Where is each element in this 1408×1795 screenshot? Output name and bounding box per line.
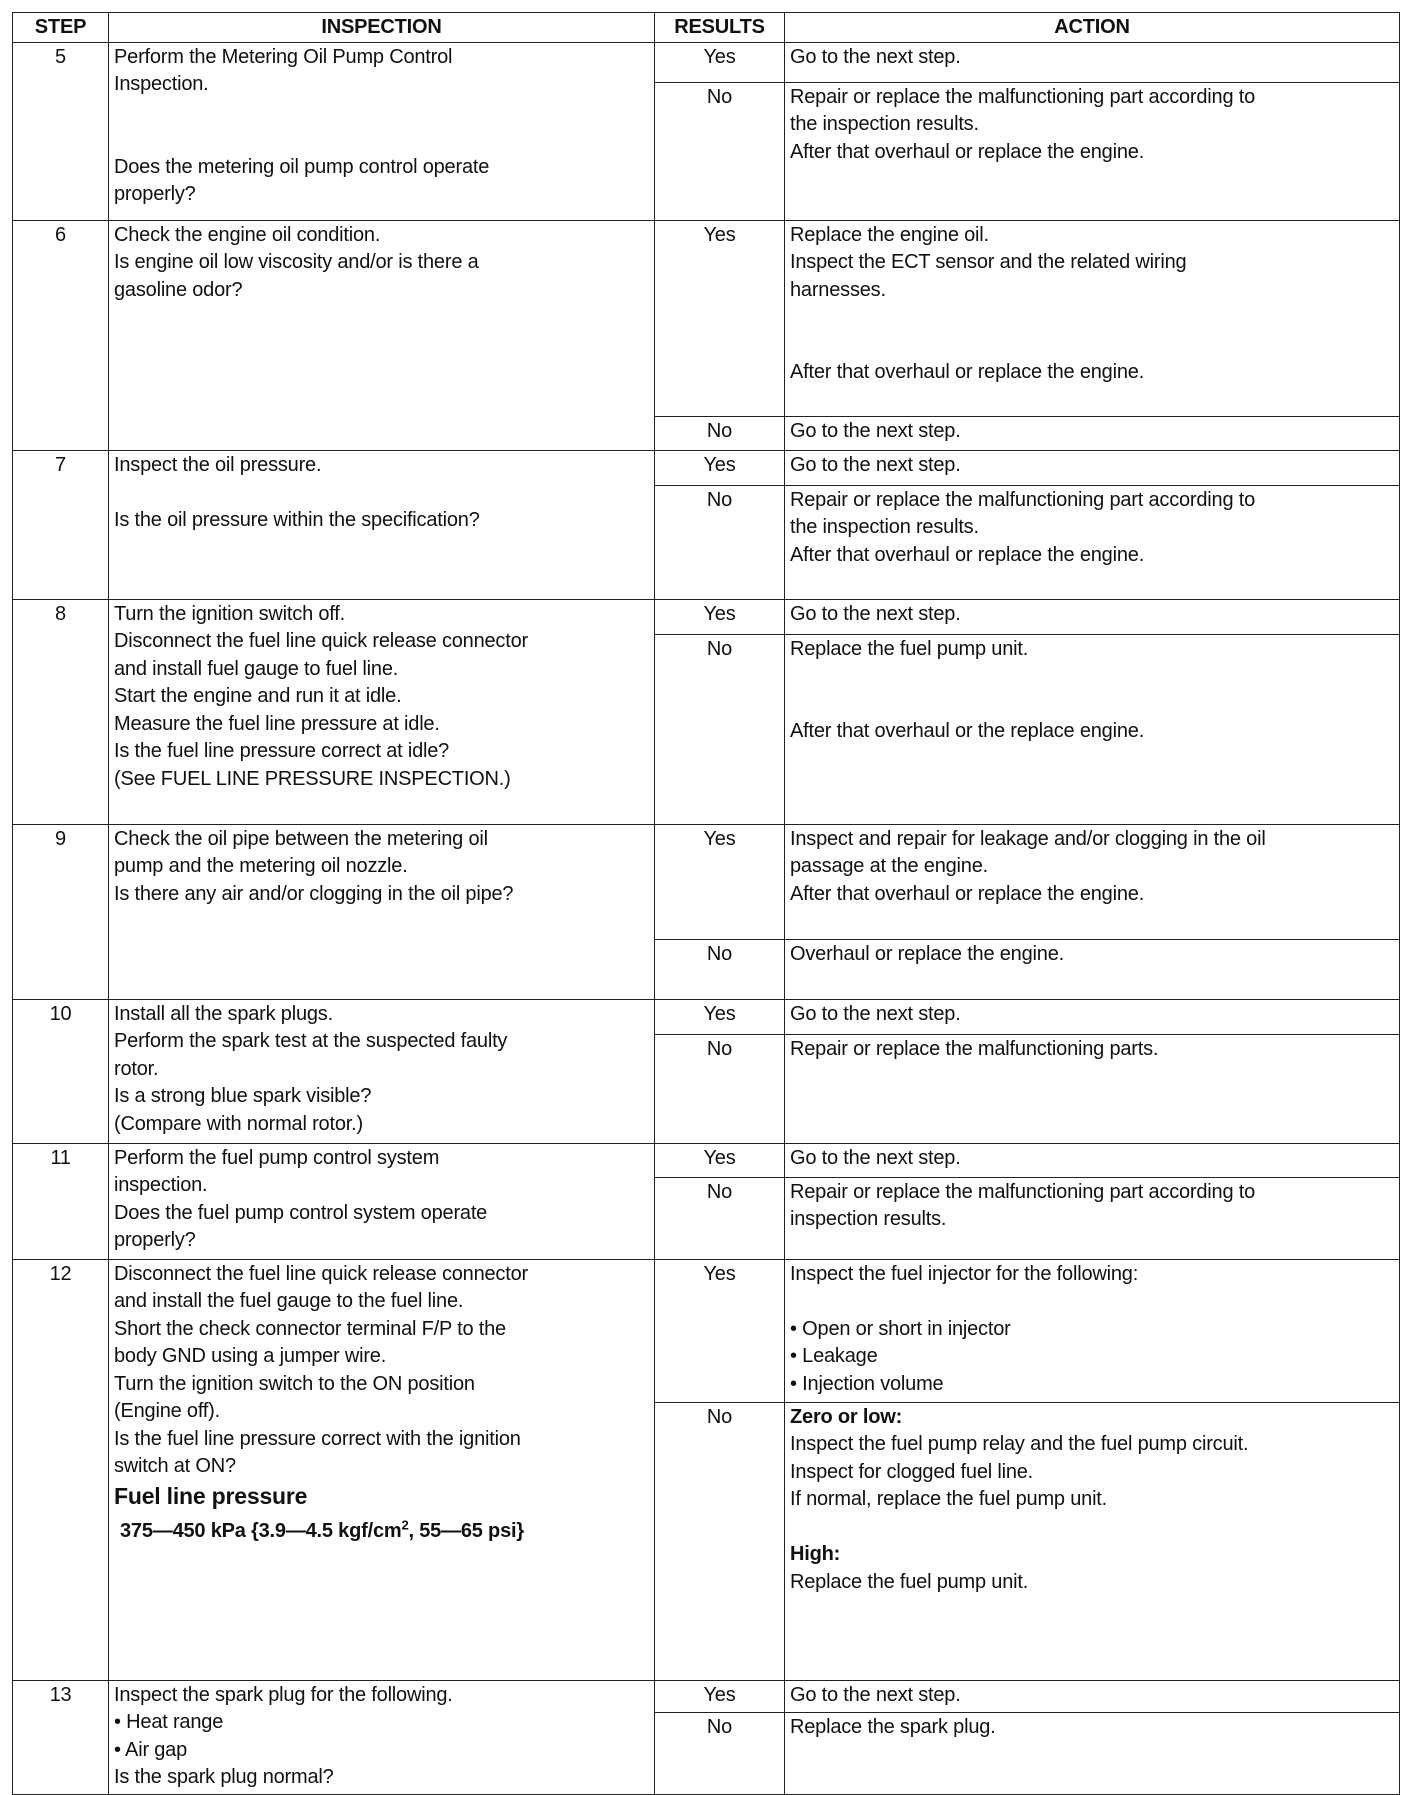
zero-low-title: Zero or low: [790,1405,903,1428]
action-yes: Go to the next step. [785,42,1400,82]
action-yes: Go to the next step. [785,999,1400,1034]
spec-sup: 2 [401,1517,409,1533]
high-text: Replace the fuel pump unit. [790,1570,1029,1593]
table-row [13,824,1400,939]
step-number: 11 [13,1143,109,1259]
step-number: 8 [13,599,109,824]
action-yes: Go to the next step. [785,1680,1400,1712]
action-no: Repair or replace the malfunctioning part according to inspection results. [785,1177,1400,1259]
inspection-cell: Inspect the oil pressure. Is the oil pressure within the specification? [109,450,655,599]
action-yes: Inspect the fuel injector for the following: • Open or short in injector • Leakage • Injection volume [785,1259,1400,1402]
table-row [13,1680,1400,1712]
table-row [13,450,1400,485]
result-yes: Yes [655,1680,785,1712]
table-row [13,42,1400,82]
result-no: No [655,1034,785,1143]
action-no: Repair or replace the malfunctioning part according to the inspection results. After that overhaul or replace the engine. [785,485,1400,599]
troubleshooting-table [12,12,1400,1795]
action-yes: Inspect and repair for leakage and/or clogging in the oil passage at the engine. After that overhaul or replace the engine. [785,824,1400,939]
action-yes: Go to the next step. [785,599,1400,634]
inspection-cell: Perform the Metering Oil Pump Control Inspection. Does the metering oil pump control operate properly? [109,42,655,220]
action-no: Go to the next step. [785,416,1400,450]
result-yes: Yes [655,599,785,634]
step-number: 5 [13,42,109,220]
action-yes: Go to the next step. [785,450,1400,485]
result-yes: Yes [655,1259,785,1402]
step-number: 10 [13,999,109,1143]
inspection-cell: Perform the fuel pump control system inspection. Does the fuel pump control system operate properly? [109,1143,655,1259]
table-row [13,999,1400,1034]
result-no: No [655,82,785,220]
high-title: High: [790,1543,841,1565]
result-no: No [655,1402,785,1680]
result-no: No [655,416,785,450]
header-results: RESULTS [655,13,785,43]
inspection-cell: Inspect the spark plug for the following. • Heat range • Air gap Is the spark plug normal? [109,1680,655,1794]
action-no: Replace the spark plug. [785,1712,1400,1794]
action-no: Replace the fuel pump unit. After that overhaul or the replace engine. [785,634,1400,824]
inspection-cell: Install all the spark plugs. Perform the spark test at the suspected faulty rotor. Is a strong blue spark visible? (Compare with normal rotor.) [109,999,655,1143]
table-row [13,599,1400,634]
step-number: 12 [13,1259,109,1680]
result-yes: Yes [655,42,785,82]
result-no: No [655,1177,785,1259]
spec-value [114,1518,649,1546]
spec-title: Fuel line pressure [114,1482,308,1509]
header-step: STEP [13,13,109,43]
inspection-cell [109,1259,655,1680]
inspection-text: Disconnect the fuel line quick release connector and install the fuel gauge to the fuel line. Short the check connector terminal F/P to the body GND using a jumper wire. Turn the ignition switch to the ON position (Engine off). Is the fuel line pressure correct with the ignition switch at ON? [114,1262,528,1477]
table-row [13,220,1400,416]
result-no: No [655,939,785,999]
inspection-cell: Check the oil pipe between the metering oil pump and the metering oil nozzle. Is there any air and/or clogging in the oil pipe? [109,824,655,999]
step-number: 6 [13,220,109,450]
zero-low-text: Inspect the fuel pump relay and the fuel pump circuit. Inspect for clogged fuel line. If normal, replace the fuel pump unit. [790,1433,1249,1510]
spec-a: 375—450 kPa {3.9—4.5 kgf/cm [120,1520,402,1542]
action-no: Repair or replace the malfunctioning parts. [785,1034,1400,1143]
result-no: No [655,1712,785,1794]
table-row [13,1259,1400,1402]
result-yes: Yes [655,1143,785,1177]
result-yes: Yes [655,999,785,1034]
spec-b: , 55—65 psi} [408,1520,524,1542]
table-row [13,1143,1400,1177]
result-yes: Yes [655,450,785,485]
step-number: 7 [13,450,109,599]
inspection-cell: Turn the ignition switch off. Disconnect the fuel line quick release connector and install fuel gauge to fuel line. Start the engine and run it at idle. Measure the fuel line pressure at idle. Is the fuel line pressure correct at idle? (See FUEL LINE PRESSURE INSPECTION.) [109,599,655,824]
inspection-cell: Check the engine oil condition. Is engine oil low viscosity and/or is there a gasoline odor? [109,220,655,450]
action-no: Repair or replace the malfunctioning part according to the inspection results. After that overhaul or replace the engine. [785,82,1400,220]
header-row [13,13,1400,43]
action-yes: Go to the next step. [785,1143,1400,1177]
result-yes: Yes [655,824,785,939]
header-inspection: INSPECTION [109,13,655,43]
result-yes: Yes [655,220,785,416]
action-yes: Replace the engine oil. Inspect the ECT sensor and the related wiring harnesses. After that overhaul or replace the engine. [785,220,1400,416]
action-no: Overhaul or replace the engine. [785,939,1400,999]
action-no [785,1402,1400,1680]
result-no: No [655,634,785,824]
header-action: ACTION [785,13,1400,43]
step-number: 9 [13,824,109,999]
result-no: No [655,485,785,599]
step-number: 13 [13,1680,109,1794]
